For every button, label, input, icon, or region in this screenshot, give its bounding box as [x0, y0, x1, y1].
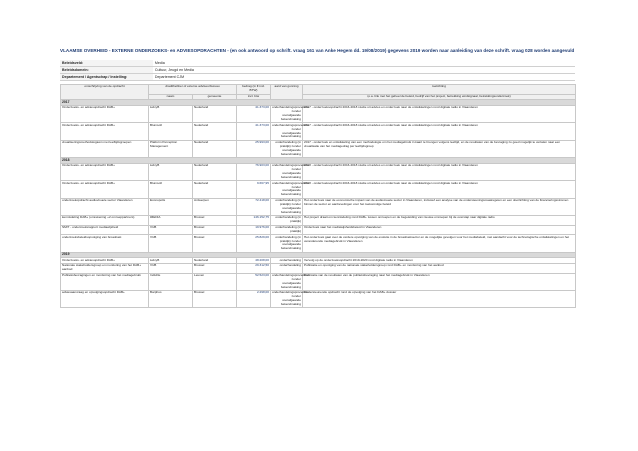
cell-name: Barphus — [149, 291, 193, 308]
cell-note: Publicatie en opvolging van de nationale stakeholdersgroep rond DAB+ en monitoring van het aanbod — [303, 264, 576, 274]
header-town: gemeente — [193, 94, 237, 100]
meta-value: Media — [153, 60, 575, 67]
cell-description: Onderzoeks- en adviesopdracht DAB+ — [61, 163, 149, 180]
header-contractor: dradithebber of externe adviseurbureau — [149, 85, 237, 95]
cell-note: Het onderzoek gaat over de verdere opvolging van de evolutie in de broadcastsector en de mogelijke gevolgen voor het mediabeleid, met aandacht voor de technologische ontwikkelingen en het veranderende mediagebruik in Vlaanderen — [303, 235, 576, 252]
cell-amount: 72.418,00 — [237, 198, 271, 215]
cell-amount: 9.667,95 — [237, 181, 271, 198]
cell-description: kennisdeling DAB+ (omrekening +2 omroeppartners) — [61, 216, 149, 226]
year-label: 2019 — [61, 252, 576, 258]
cell-description: onderzoeksbeleidsopvolging van broadcast — [61, 235, 149, 252]
meta-key: Beleidsdomein: — [60, 67, 153, 74]
cell-amount: 146.152,75 — [237, 216, 271, 226]
cell-amount: 48.208,00 — [237, 258, 271, 264]
cell-town: Nederland — [193, 163, 237, 180]
cell-note: Publicatie van de resultaten van de publieksbevraging naar het mediagebruik in Vlaanderen — [303, 273, 576, 290]
meta-key: Departement / Agentschap / Instelling: — [60, 74, 153, 81]
cell-name: iMEDIA — [149, 216, 193, 226]
cell-award: onderhandelingsprocedure zonder voorafgaande bekendmaking — [272, 180, 309, 197]
header-note-sub: (o.a. link met het geheel de beleid, bedrijf van het project, betrekking eindsignaal, betrekkingsonderzoek) — [303, 94, 576, 100]
contracts-table — [60, 84, 576, 308]
cell-award: onderhandelingsprocedure zonder voorafgaande bekendmaking — [272, 290, 309, 307]
cell-town: Nederland — [193, 105, 237, 122]
cell-award: onderhandelingsprocedure zonder voorafgaande bekendmaking — [272, 122, 309, 139]
table-row — [61, 105, 576, 122]
cell-award: onderhandeling (in praktijk) — [271, 216, 303, 226]
cell-town: Antwerpen — [193, 198, 237, 215]
meta-value: Departement CJM — [153, 74, 575, 81]
year-label: 2017 — [61, 100, 576, 106]
cell-amount: 25.829,00 — [237, 235, 271, 252]
meta-key: Beleidsveld: — [60, 60, 153, 67]
cell-town: Brussel — [193, 235, 237, 252]
cell-description: Onderzoeks- en adviesopdracht DAB+ — [61, 258, 149, 264]
cell-description: SMIT - onderzoeksrapport mediawijsheid — [61, 225, 149, 235]
cell-description: Onderzoeks- en adviesopdracht DAB+ — [61, 123, 149, 140]
cell-amount: 2.298,00 — [237, 291, 271, 308]
header-award: aard van gunning — [271, 85, 303, 100]
meta-row — [60, 74, 575, 81]
year-label: 2018 — [61, 158, 576, 164]
cell-award: onderhandelingsprocedure zonder voorafgaande bekendmaking — [272, 273, 309, 289]
table-row — [61, 291, 576, 308]
cell-note: 2018 - onderzoeksopdracht 2016-2018 studie uit advies en onderzoek naar de ontwikkelingen rond digitale radio in Vlaanderen — [303, 181, 576, 198]
cell-town: Nederland — [193, 123, 237, 140]
cell-name: VUB — [149, 264, 193, 274]
cell-name: Indiville — [149, 273, 193, 290]
cell-award: onderhandeling (in praktijk) zonder voorafgaande bekendmaking — [271, 198, 303, 215]
cell-amount: 76.903,00 — [237, 163, 271, 180]
cell-description: adviesaanvraag en opvolgingsopdracht DAB+ — [61, 291, 149, 308]
cell-name: Platform Perception Management — [149, 140, 193, 157]
cell-award: onderhandeling (in praktijk) zonder voorafgaande bekendmaking — [271, 235, 303, 252]
cell-town: Nederland — [193, 140, 237, 157]
cell-name: iudxyB — [149, 105, 193, 122]
cell-name: Blumsoft — [149, 181, 193, 198]
header-row — [61, 85, 576, 95]
table-row — [61, 198, 576, 215]
cell-name: VUB — [149, 225, 193, 235]
table-row — [61, 235, 576, 252]
cell-note: Vervolg op de onderzoeksopdracht 2019-2020 rond digitale radio in Vlaanderen — [303, 258, 576, 264]
cell-amount: 41.373,00 — [237, 105, 271, 122]
cell-award: onderhandelingsprocedure zonder voorafgaande bekendmaking — [272, 105, 309, 122]
cell-note: Ondersteunende opdracht rond de opvolging van het DAB+ dossier — [303, 291, 576, 308]
meta-table — [60, 60, 575, 81]
cell-note: Het onderzoek naar de economische impact van de audiovisuele sector in Vlaanderen, inclusief een analyse van de ondersteuningsmaatregelen en een doorlichting van de financieringsstromen binnen de sector en aanbevelingen voor het toekomstige beleid — [303, 198, 576, 215]
header-amount: bedrag (in € incl. BTW) — [237, 85, 271, 95]
cell-amount: 19.976,00 — [237, 225, 271, 235]
cell-name: VUB — [149, 235, 193, 252]
table-row — [61, 181, 576, 198]
table-row — [61, 216, 576, 226]
cell-note: Onderzoek naar het mediawijsheidsbeleid in Vlaanderen — [303, 225, 576, 235]
cell-town: Brussel — [193, 291, 237, 308]
header-name: naam — [149, 94, 193, 100]
table-row — [61, 264, 576, 274]
table-row — [61, 140, 576, 157]
cell-description: Onderzoeks- en adviesopdracht DAB+ — [61, 181, 149, 198]
cell-note: Het project draait om kennisdeling rond DAB+ tussen omroepen en de begeleiding van nieuwe omroepen bij de overstap naar digitale radio — [303, 216, 576, 226]
cell-name: iudxyB — [149, 258, 193, 264]
header-description: omschrijving van de opdracht — [61, 85, 149, 100]
table-row — [61, 123, 576, 140]
cell-award: onderhandeling (in praktijk) zonder voorafgaande bekendmaking — [271, 140, 303, 157]
table-row — [61, 163, 576, 180]
cell-name: iudxyB — [149, 163, 193, 180]
cell-description: Publieksbevragingen en monitoring van het mediagebruik — [61, 273, 149, 290]
document-title: VLAAMSE OVERHEID - EXTERNE ONDERZOEKS- en ADVIESOPDRACHTEN - (en ook antwoord op schrift. vraag 161 van Anke Hegem dd. 19/08/2019) gegevens 2019 worden naar aanleiding van deze schrift. vraag 028 worden aangevuld — [60, 48, 575, 53]
cell-amount: 52.523,00 — [237, 273, 271, 290]
cell-town: Brussel — [193, 216, 237, 226]
cell-town: Brussel — [193, 225, 237, 235]
header-amount-sub: incl. btw — [237, 94, 271, 100]
cell-description: onderzoekopdracht audiovisuele sector Vlaanderen — [61, 198, 149, 215]
cell-amount: 41.373,00 — [237, 123, 271, 140]
table-row — [61, 225, 576, 235]
cell-amount: 25.993,00 — [237, 140, 271, 157]
cell-name: Econopolis — [149, 198, 193, 215]
cell-note: 2018 - onderzoeksopdracht 2016-2018 studie uit advies en onderzoek naar de ontwikkelingen rond digitale radio in Vlaanderen — [303, 163, 576, 180]
cell-town: Brussel — [193, 264, 237, 274]
cell-description: visualiseringsmethodologieën met leeftijdsgroepen — [61, 140, 149, 157]
cell-town: Nederland — [193, 258, 237, 264]
table-row — [61, 273, 576, 290]
cell-award: onderhandelingsprocedure zonder voorafgaande bekendmaking — [272, 163, 309, 179]
cell-town: Leuven — [193, 273, 237, 290]
meta-row — [60, 67, 575, 74]
cell-award: onderhandeling — [271, 264, 303, 274]
header-note: toelichting — [303, 85, 576, 95]
cell-award: onderhandeling — [271, 258, 303, 264]
meta-value: Cultuur, Jeugd en Media — [153, 67, 575, 74]
cell-name: Blumsoft — [149, 123, 193, 140]
cell-description: Nationale stakeholdersgroep en monitoring van het DAB+ aanbod — [61, 264, 149, 274]
cell-award: onderhandeling (in praktijk) — [271, 225, 303, 235]
cell-description: Onderzoeks- en adviesopdracht DAB+ — [61, 105, 149, 122]
cell-note: 2017 - onderzoeksopdracht 2016-2018 studie uit advies en onderzoek naar de ontwikkelingen rond digitale radio in Vlaanderen — [303, 105, 576, 122]
cell-note: 2017 - onderzoeksopdracht 2016-2018 studie uit advies en onderzoek naar de ontwikkelingen rond digitale radio in Vlaanderen — [303, 123, 576, 140]
cell-town: Nederland — [193, 181, 237, 198]
cell-note: 2017 - onderzoek en ontwikkeling van een methodologie om het mediagebruik in kaart te brengen volgens leeftijd, en de resultaten van de bevraging zo goed mogelijk te vertalen naar een visualisatie van het mediagedrag per leeftijdsgroep — [303, 140, 576, 157]
cell-amount: 29.312,50 — [237, 264, 271, 274]
